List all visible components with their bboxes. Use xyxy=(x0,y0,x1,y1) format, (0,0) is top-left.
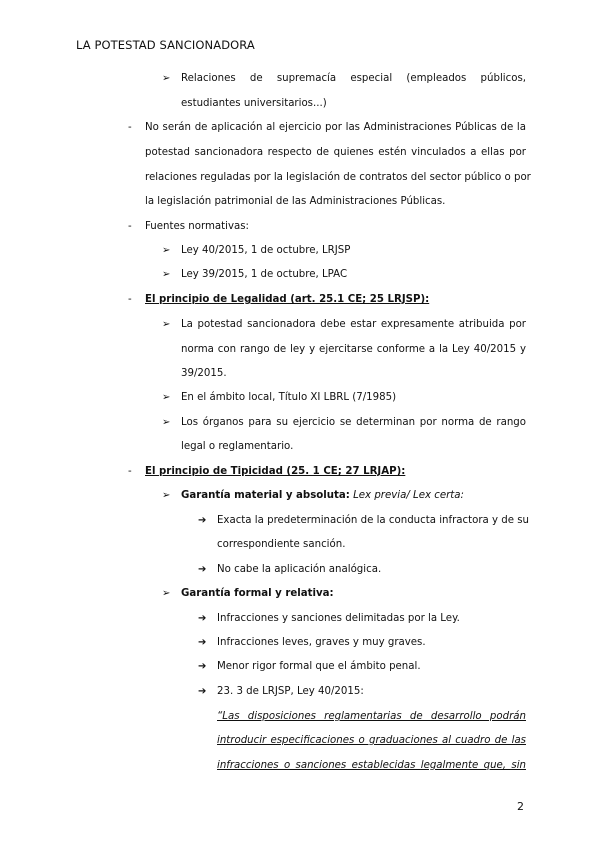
arrowhead-bullet-icon: ➢ xyxy=(162,319,171,330)
list-item-text: 23. 3 de LRJSP, Ley 40/2015: xyxy=(217,686,364,697)
quote-line: introducir especificaciones o graduaciones al cuadro de las xyxy=(217,735,526,746)
list-item-text: Menor rigor formal que el ámbito penal. xyxy=(217,661,421,672)
arrow-bullet-icon: ➔ xyxy=(198,637,207,648)
garantia-material-label: Garantía material y absoluta: xyxy=(181,490,350,501)
list-item-text: la legislación patrimonial de las Administraciones Públicas. xyxy=(145,196,446,207)
list-item-text: legal o reglamentario. xyxy=(181,441,294,452)
list-item-text: No serán de aplicación al ejercicio por las Administraciones Públicas de la xyxy=(145,122,526,133)
arrow-bullet-icon: ➔ xyxy=(198,661,207,672)
list-item-text: potestad sancionadora respecto de quienes estén vinculados a ellas por xyxy=(145,147,526,158)
list-item-text: relaciones reguladas por la legislación de contratos del sector público o por xyxy=(145,172,531,183)
quote-line: infracciones o sanciones establecidas legalmente que, sin xyxy=(217,760,526,771)
arrowhead-bullet-icon: ➢ xyxy=(162,269,171,280)
dash-bullet-icon: - xyxy=(128,466,132,477)
arrow-bullet-icon: ➔ xyxy=(198,686,207,697)
list-item-text: Fuentes normativas: xyxy=(145,221,249,232)
list-item-text: La potestad sancionadora debe estar expresamente atribuida por xyxy=(181,319,526,330)
arrowhead-bullet-icon: ➢ xyxy=(162,392,171,403)
section-heading-tipicidad: El principio de Tipicidad (25. 1 CE; 27 LRJAP): xyxy=(145,466,406,477)
garantia-formal-label: Garantía formal y relativa: xyxy=(181,588,334,599)
list-item-text: En el ámbito local, Título XI LBRL (7/1985) xyxy=(181,392,397,403)
list-item-text: estudiantes universitarios...) xyxy=(181,98,327,109)
arrowhead-bullet-icon: ➢ xyxy=(162,490,171,501)
list-item-text: Ley 40/2015, 1 de octubre, LRJSP xyxy=(181,245,351,256)
list-item-text: norma con rango de ley y ejercitarse conforme a la Ley 40/2015 y xyxy=(181,344,526,355)
list-item-text: Los órganos para su ejercicio se determinan por norma de rango xyxy=(181,417,526,428)
page-number: 2 xyxy=(517,800,524,813)
lex-previa-label: Lex previa/ Lex certa: xyxy=(353,490,464,501)
section-heading-legalidad: El principio de Legalidad (art. 25.1 CE; 25 LRJSP): xyxy=(145,294,430,305)
list-item-text xyxy=(181,490,464,501)
list-item-text: Infracciones y sanciones delimitadas por la Ley. xyxy=(217,613,460,624)
dash-bullet-icon: - xyxy=(128,221,132,232)
list-item-text: correspondiente sanción. xyxy=(217,539,346,550)
list-item-text: Exacta la predeterminación de la conducta infractora y de su xyxy=(217,515,529,526)
arrowhead-bullet-icon: ➢ xyxy=(162,417,171,428)
list-item-text: Infracciones leves, graves y muy graves. xyxy=(217,637,426,648)
quote-line: “Las disposiciones reglamentarias de desarrollo podrán xyxy=(217,711,526,722)
arrowhead-bullet-icon: ➢ xyxy=(162,73,171,84)
arrow-bullet-icon: ➔ xyxy=(198,613,207,624)
list-item-text: 39/2015. xyxy=(181,368,227,379)
list-item-text: No cabe la aplicación analógica. xyxy=(217,564,382,575)
arrow-bullet-icon: ➔ xyxy=(198,564,207,575)
list-item-text: Ley 39/2015, 1 de octubre, LPAC xyxy=(181,269,348,280)
list-item-text: Relaciones de supremacía especial (empleados públicos, xyxy=(181,73,526,84)
arrowhead-bullet-icon: ➢ xyxy=(162,245,171,256)
arrowhead-bullet-icon: ➢ xyxy=(162,588,171,599)
arrow-bullet-icon: ➔ xyxy=(198,515,207,526)
dash-bullet-icon: - xyxy=(128,122,132,133)
page-header-title: LA POTESTAD SANCIONADORA xyxy=(76,38,255,52)
dash-bullet-icon: - xyxy=(128,294,132,305)
